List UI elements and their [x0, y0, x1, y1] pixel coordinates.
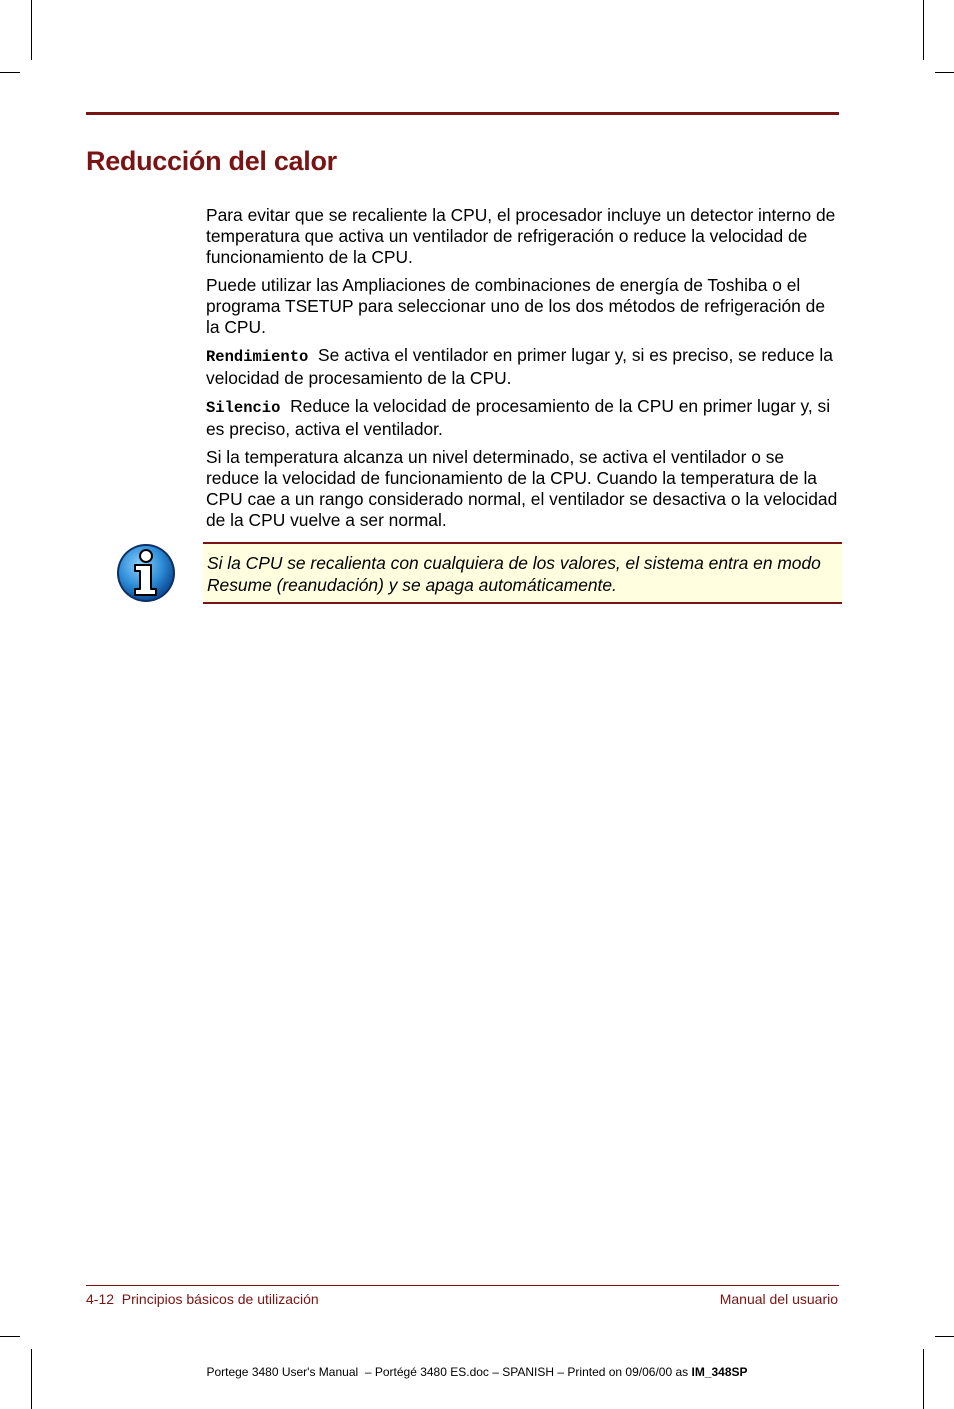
info-icon: [115, 543, 177, 605]
definition-text: Se activa el ventilador en primer lugar y, si es preciso, se reduce la velocidad de procesamiento de la CPU.: [206, 345, 833, 388]
definition-text: Reduce la velocidad de procesamiento de la CPU en primer lugar y, si es preciso, activa el ventilador.: [206, 396, 831, 439]
crop-mark: [31, 1349, 32, 1409]
paragraph: Para evitar que se recaliente la CPU, el procesador incluye un detector interno de temperatura que activa un ventilador de refrigeración o reduce la velocidad de funcionamiento de la CPU.: [206, 205, 836, 267]
crop-mark: [0, 72, 20, 73]
footer-page-label: 4-12 Principios básicos de utilización: [86, 1291, 319, 1307]
term-silencio: Silencio: [206, 399, 281, 417]
note-text: Si la CPU se recalienta con cualquiera de los valores, el sistema entra en modo Resume (reanudación) y se apaga automáticamente.: [207, 553, 821, 595]
footer-manual-label: Manual del usuario: [719, 1291, 838, 1307]
print-info-code: IM_348SP: [691, 1365, 748, 1379]
header-rule: [86, 112, 839, 115]
paragraph: Puede utilizar las Ampliaciones de combinaciones de energía de Toshiba o el programa TSETUP para seleccionar uno de los dos métodos de refrigeración de la CPU.: [206, 275, 825, 337]
print-info-text: Portege 3480 User's Manual – Portégé 3480 ES.doc – SPANISH – Printed on 09/06/00 as: [206, 1365, 689, 1379]
crop-mark: [935, 72, 954, 73]
body-text: [206, 205, 838, 538]
crop-mark: [923, 1349, 924, 1409]
crop-mark: [0, 1336, 20, 1337]
definition-rendimiento: [206, 345, 838, 389]
crop-mark: [31, 0, 32, 60]
section-title: Reducción del calor: [86, 146, 337, 176]
crop-mark: [923, 0, 924, 60]
paragraph: Si la temperatura alcanza un nivel determinado, se activa el ventilador o se reduce la velocidad de funcionamiento de la CPU. Cuando la temperatura de la CPU cae a un rango considerado normal, el ventilador se desactiva o la velocidad de la CPU vuelve a ser normal.: [206, 447, 838, 530]
print-info-line: [0, 1365, 954, 1379]
footer-rule: [86, 1285, 839, 1286]
term-rendimiento: Rendimiento: [206, 348, 309, 366]
note-box: [203, 542, 842, 604]
definition-silencio: [206, 396, 838, 440]
crop-mark: [935, 1336, 954, 1337]
